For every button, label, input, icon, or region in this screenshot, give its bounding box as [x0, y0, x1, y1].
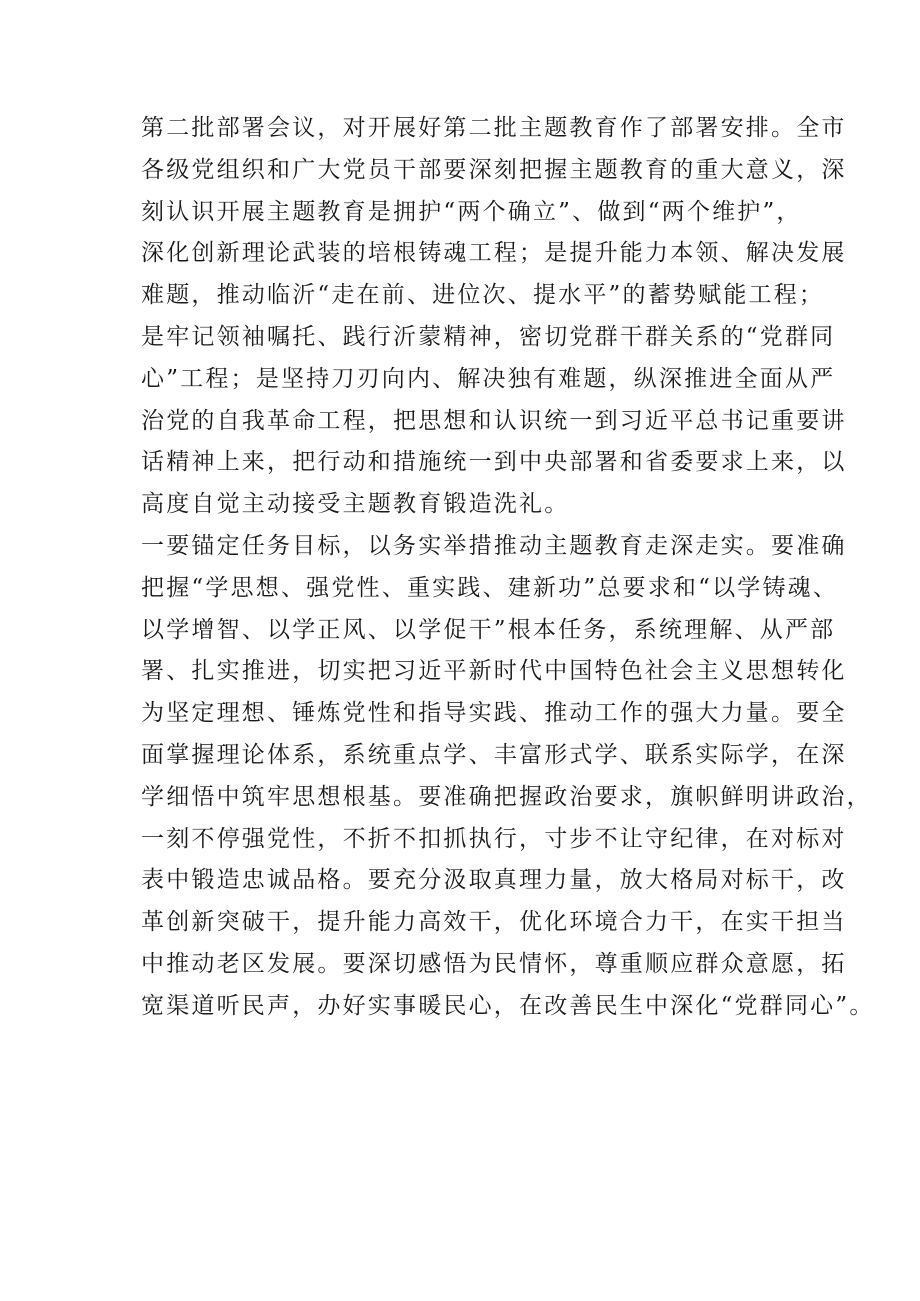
text-line: 难题，推动临沂“走在前、进位次、提水平”的蓄势赋能工程； — [141, 282, 825, 309]
text-line: 深化创新理论武装的培根铸魂工程；是提升能力本领、解决发展 — [141, 240, 847, 267]
paragraph-1 — [141, 108, 847, 526]
text-line: 一刻不停强党性，不折不扣抓执行，寸步不让守纪律，在对标对 — [141, 825, 847, 852]
text-line: 面掌握理论体系，系统重点学、丰富形式学、联系实际学，在深 — [141, 741, 847, 768]
text-line: 是牢记领袖嘱托、践行沂蒙精神，密切党群干群关系的“党群同 — [141, 323, 836, 350]
text-line: 高度自觉主动接受主题教育锻造洗礼。 — [141, 491, 570, 518]
text-line: 一要锚定任务目标，以务实举措推动主题教育走深走实。要准确 — [141, 532, 847, 559]
text-line: 心”工程；是坚持刀刃向内、解决独有难题，纵深推进全面从严 — [141, 365, 836, 392]
text-line: 话精神上来，把行动和措施统一到中央部署和省委要求上来，以 — [141, 449, 847, 476]
text-line: 治党的自我革命工程，把思想和认识统一到习近平总书记重要讲 — [141, 407, 847, 434]
document-body — [141, 108, 875, 1028]
text-line: 革创新突破干，提升能力高效干，优化环境合力干，在实干担当 — [141, 909, 847, 936]
text-line: 学细悟中筑牢思想根基。要准确把握政治要求，旗帜鲜明讲政治， — [141, 783, 872, 810]
text-line: 刻认识开展主题教育是拥护“两个确立”、做到“两个维护”， — [141, 198, 802, 225]
text-line: 第二批部署会议，对开展好第二批主题教育作了部署安排。全市 — [141, 115, 847, 141]
text-line: 把握“学思想、强党性、重实践、建新功”总要求和“以学铸魂、 — [141, 574, 839, 601]
text-line: 中推动老区发展。要深切感悟为民情怀，尊重顺应群众意愿，拓 — [141, 950, 847, 977]
text-line: 表中锻造忠诚品格。要充分汲取真理力量，放大格局对标干，改 — [141, 867, 847, 894]
text-line: 以学增智、以学正风、以学促干”根本任务，系统理解、从严部 — [141, 616, 836, 643]
text-line: 宽渠道听民声，办好实事暖民心，在改善民生中深化“党群同心”。 — [141, 992, 875, 1019]
text-line: 署、扎实推进，切实把习近平新时代中国特色社会主义思想转化 — [141, 658, 847, 685]
text-line: 为坚定理想、锤炼党性和指导实践、推动工作的强大力量。要全 — [141, 700, 847, 727]
text-line: 各级党组织和广大党员干部要深刻把握主题教育的重大意义，深 — [141, 156, 847, 183]
paragraph-2 — [141, 526, 875, 1028]
